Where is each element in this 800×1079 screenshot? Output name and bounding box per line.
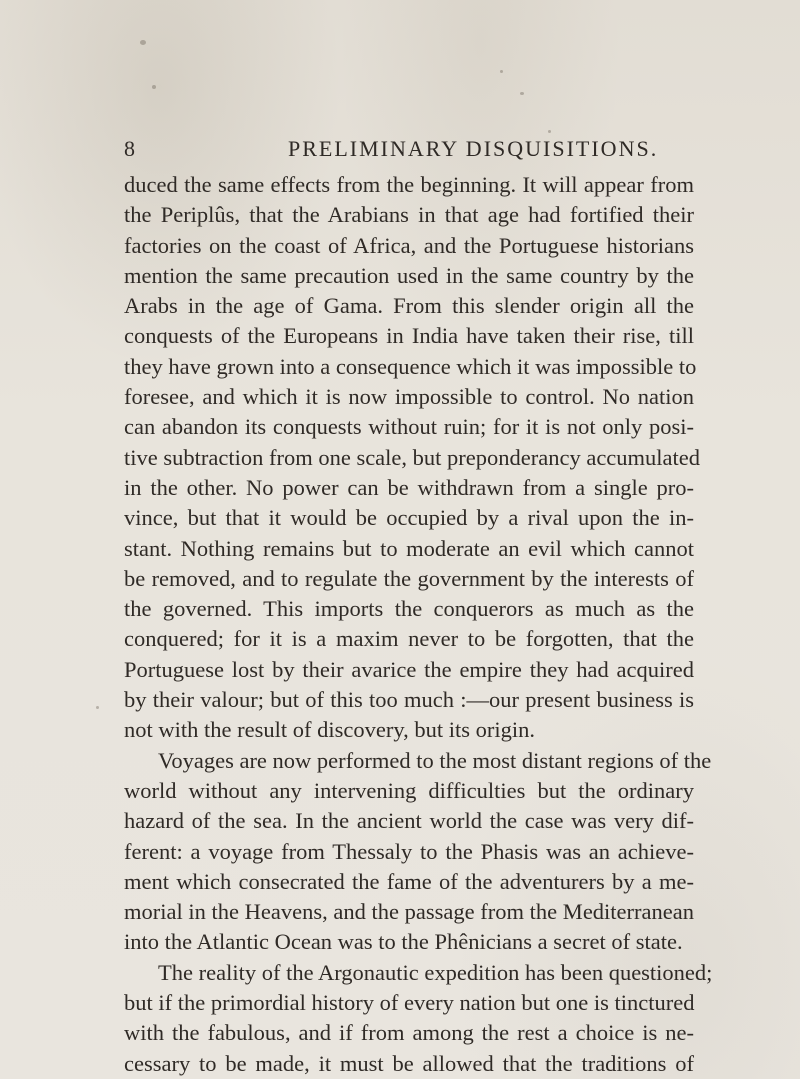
body-text [124, 170, 713, 1079]
text-line: Arabs in the age of Gama. From this slender origin all the [124, 293, 694, 319]
text-line: morial in the Heavens, and the passage from the Mediterranean [124, 899, 694, 925]
text-line: Portuguese lost by their avarice the empire they had acquired [124, 656, 694, 682]
text-line: in the other. No power can be withdrawn from a single pro- [124, 474, 694, 500]
text-line: cessary to be made, it must be allowed that the traditions of [124, 1050, 694, 1076]
text-line: stant. Nothing remains but to moderate an evil which cannot [124, 535, 694, 561]
text-line: conquests of the Europeans in India have taken their rise, till [124, 323, 694, 349]
text-line: hazard of the sea. In the ancient world the case was very dif- [124, 808, 694, 834]
paragraph-end-line: not with the result of discovery, but its origin. [124, 717, 535, 743]
paper-stain [548, 130, 551, 133]
page-number: 8 [124, 136, 135, 161]
running-head: PRELIMINARY DISQUISITIONS. [288, 136, 659, 161]
text-line: duced the same effects from the beginning. It will appear from [124, 172, 694, 197]
text-line: by their valour; but of this too much :—our present business is [124, 687, 694, 713]
paper-stain [140, 40, 146, 45]
paper-stain [152, 85, 156, 89]
text-line: ferent: a voyage from Thessaly to the Phasis was an achieve- [124, 838, 694, 864]
text-line: the Periplûs, that the Arabians in that age had fortified their [124, 202, 694, 228]
text-line: vince, but that it would be occupied by a rival upon the in- [124, 505, 694, 531]
page-header [0, 136, 800, 166]
text-line: they have grown into a consequence which it was impossible to [124, 353, 697, 379]
text-line: be removed, and to regulate the government by the interests of [124, 565, 694, 591]
text-line: foresee, and which it is now impossible to control. No nation [124, 384, 694, 410]
paper-stain [520, 92, 524, 95]
text-line: the governed. This imports the conquerors as much as the [124, 596, 694, 622]
text-line: ment which consecrated the fame of the adventurers by a me- [124, 868, 694, 894]
text-line: factories on the coast of Africa, and the Portuguese historians [124, 232, 694, 258]
text-line: with the fabulous, and if from among the rest a choice is ne- [124, 1020, 694, 1046]
text-line: mention the same precaution used in the same country by the [124, 262, 694, 288]
text-line: but if the primordial history of every nation but one is tinctured [124, 990, 695, 1016]
paragraph-end-line: into the Atlantic Ocean was to the Phênicians a secret of state. [124, 929, 683, 955]
paper-stain [500, 70, 503, 73]
text-line: can abandon its conquests without ruin; for it is not only posi- [124, 414, 694, 440]
paragraph-start-line: Voyages are now performed to the most distant regions of the [158, 747, 712, 773]
paper-stain [96, 706, 99, 709]
text-line: tive subtraction from one scale, but preponderancy accumulated [124, 444, 701, 470]
text-line: world without any intervening difficulties but the ordinary [124, 777, 694, 803]
paragraph-start-line: The reality of the Argonautic expedition has been questioned; [158, 959, 713, 985]
text-line: conquered; for it is a maxim never to be forgotten, that the [124, 626, 694, 652]
